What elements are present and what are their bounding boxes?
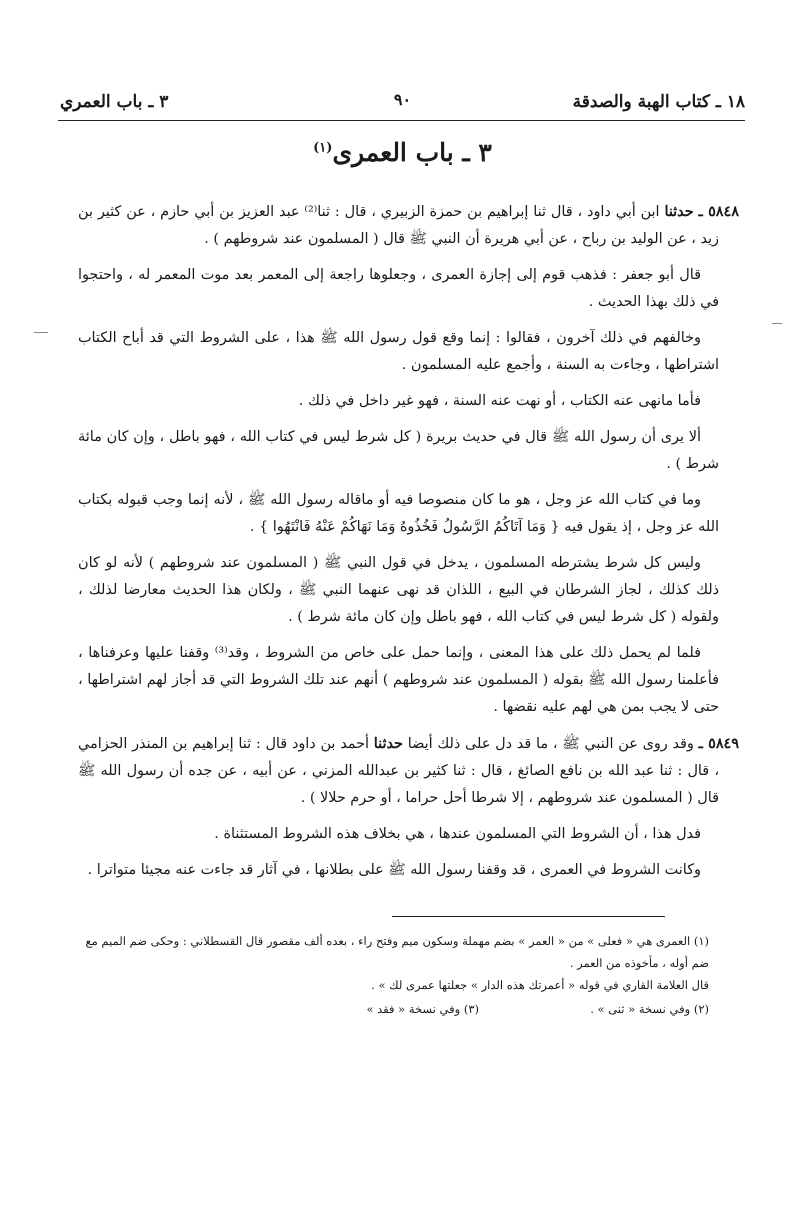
- hadith-number: ٥٨٤٨ ـ: [698, 203, 739, 220]
- margin-mark: [34, 332, 48, 333]
- running-header: [60, 88, 745, 116]
- footnote-1: (١) العمرى هي « فعلى » من « العمر » بضم مهملة وسكون ميم وفتح راء ، بعده ألف مقصور قال القسطلاني : وحكى ضم الميم مع ضم أوله ، مأخوذه من العمر .: [85, 934, 709, 970]
- footnotes: [76, 930, 709, 1022]
- footnote-row: [76, 996, 709, 1022]
- paragraph: وما في كتاب الله عز وجل ، هو ما كان منصوصا فيه أو ماقاله رسول الله ﷺ ، لأنه إنما وجب قبوله بكتاب الله عز وجل ، إذ يقول فيه { وَمَا آتَاكُمُ الرَّسُولُ فَخُذُوهُ وَمَا نَهَاكُمْ عَنْهُ فَانْتَهُوا } .: [78, 492, 719, 535]
- chapter-title-footnote-ref: (١): [313, 140, 333, 156]
- header-book-title: ١٨ ـ كتاب الهبة والصدقة: [572, 92, 745, 112]
- hadith-text: ابن أبي داود ، قال ثنا إبراهيم بن حمزة الزبيري ، قال : ثنا⁽²⁾ عبد العزيز بن أبي حازم ، عن كثير بن زيد ، عن الوليد بن رباح ، عن أبي هريرة أن النبي ﷺ قال ( المسلمون عند شروطهم ) .: [78, 204, 719, 247]
- header-page-number: ٩٠: [393, 90, 412, 109]
- hadith-lead-word: حدثنا: [664, 203, 694, 220]
- paragraph: فلما لم يحمل ذلك على هذا المعنى ، وإنما حمل على خاص من الشروط ، وقد⁽³⁾ وقفنا عليها وعرفناها ، فأعلمنا رسول الله ﷺ بقوله ( المسلمون عند شروطهم ) أنهم عند تلك الشروط التي قد أجاز لهم اشتراطها ، حتى لا يجب بمن هي لهم عليه نقضها .: [78, 645, 719, 715]
- header-rule: [58, 120, 745, 121]
- paragraph: وليس كل شرط يشترطه المسلمون ، يدخل في قول النبي ﷺ ( المسلمون عند شروطهم ) لأنه لو كان ذلك كذلك ، لجاز الشرطان في البيع ، اللذان قد نهى عنهما النبي ﷺ ، ولكان هذا الحديث معارضا لذلك ، ولقوله ( كل شرط ليس في كتاب الله ، فهو باطل وإن كان مائة شرط ) .: [78, 555, 719, 625]
- hadith-lead-word: حدثنا: [373, 735, 403, 752]
- paragraph: فدل هذا ، أن الشروط التي المسلمون عندها ، هي بخلاف هذه الشروط المستثناة .: [214, 826, 701, 842]
- paragraph: قال أبو جعفر : فذهب قوم إلى إجازة العمرى ، وجعلوها راجعة إلى المعمر بعد موت المعمر له ، واحتجوا في ذلك بهذا الحديث .: [78, 267, 719, 310]
- hadith-text: أحمد بن داود قال : ثنا إبراهيم بن المنذر الحزامي ، قال : ثنا عبد الله بن نافع الصائغ ، قال : ثنا كثير بن عبدالله المزني ، عن أبيه ، عن جده أن رسول الله ﷺ قال ( المسلمون عند شروطهم ، إلا شرطا أحل حراما ، أو حرم حلالا ) .: [78, 736, 719, 806]
- main-text: [78, 198, 740, 893]
- footnote-3: (٣) وفي نسخة « فقد »: [366, 1002, 479, 1016]
- hadith-number: ٥٨٤٩ ـ: [698, 735, 740, 752]
- paragraph: فأما مانهى عنه الكتاب ، أو نهت عنه السنة ، فهو غير داخل في ذلك .: [298, 393, 701, 409]
- chapter-title-text: ٣ ـ باب العمرى: [332, 138, 492, 167]
- chapter-title: [0, 138, 805, 167]
- paragraph-hadith-5848: [78, 198, 739, 253]
- paragraph: ألا يرى أن رسول الله ﷺ قال في حديث بريرة ( كل شرط ليس في كتاب الله ، فهو باطل ، وإن كان مائة شرط ) .: [78, 429, 719, 472]
- hadith-lead-text: وقد روى عن النبي ﷺ ، ما قد دل على ذلك أيضا: [407, 736, 694, 752]
- footnote-2: (٢) وفي نسخة « ثنى » .: [590, 1002, 709, 1016]
- paragraph-hadith-5849: [78, 730, 740, 812]
- margin-mark: [772, 323, 782, 324]
- paragraph: وخالفهم في ذلك آخرون ، فقالوا : إنما وقع قول رسول الله ﷺ هذا ، على الشروط التي قد أباح الكتاب اشتراطها ، وجاءت به السنة ، وأجمع عليه المسلمون .: [78, 330, 719, 373]
- header-chapter-title: ٣ ـ باب العمري: [60, 92, 169, 112]
- footnote-rule: [392, 916, 665, 917]
- paragraph: وكانت الشروط في العمرى ، قد وقفنا رسول الله ﷺ على بطلانها ، في آثار قد جاءت عنه مجيئا متواترا .: [87, 862, 701, 878]
- footnote-1-continued: قال العلامة القاري في قوله « أعمرتك هذه الدار » جعلتها عمرى لك » .: [371, 978, 709, 992]
